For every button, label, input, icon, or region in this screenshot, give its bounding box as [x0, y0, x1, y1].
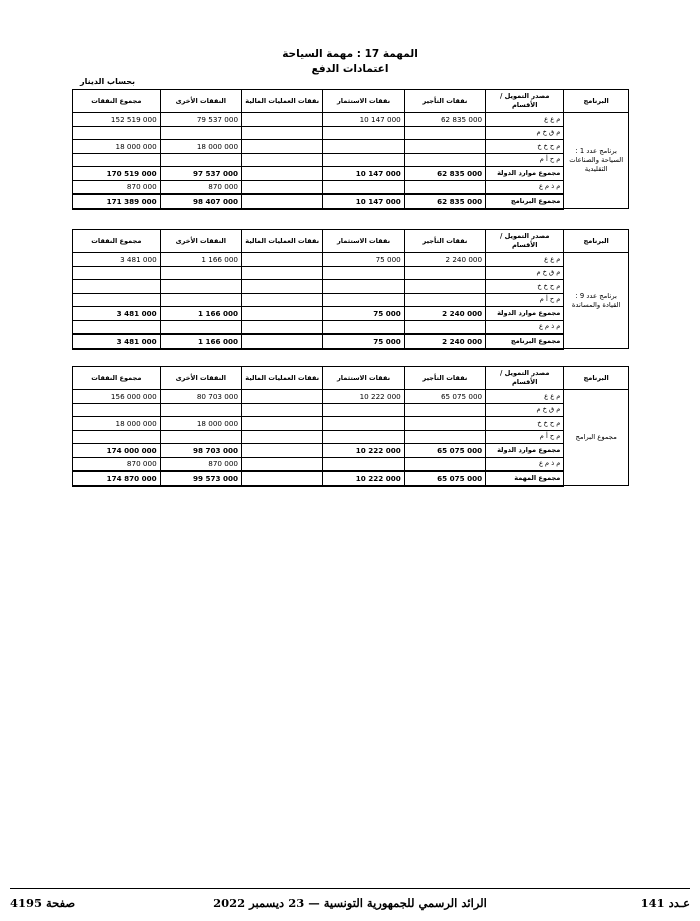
amount-cell: 10 222 000	[323, 471, 404, 486]
funding-source: م ذ م ع	[486, 320, 564, 334]
amount-cell	[242, 113, 323, 127]
amount-cell: 18 000 000	[160, 140, 241, 154]
amount-cell	[323, 153, 404, 167]
column-header: مجموع النفقات	[73, 230, 161, 253]
amount-cell	[73, 430, 161, 444]
amount-cell: 1 166 000	[160, 253, 241, 267]
amount-cell: 174 870 000	[73, 471, 161, 486]
amount-cell	[404, 320, 485, 334]
funding-source: م ع ع	[486, 113, 564, 127]
amount-cell	[73, 280, 161, 294]
amount-cell	[323, 417, 404, 431]
amount-cell	[242, 417, 323, 431]
table-row	[73, 253, 629, 267]
amount-cell	[323, 430, 404, 444]
amount-cell	[242, 180, 323, 194]
amount-cell	[160, 293, 241, 307]
amount-cell: 156 000 000	[73, 390, 161, 404]
column-header: النفقات الأخرى	[160, 90, 241, 113]
column-header: نفقات العمليات المالية	[242, 90, 323, 113]
currency-unit: بحساب الدينار	[80, 77, 135, 86]
amount-cell	[73, 126, 161, 140]
amount-cell: 62 835 000	[404, 194, 485, 209]
funding-source: مجموع المهمة	[486, 471, 564, 486]
amount-cell	[242, 153, 323, 167]
amount-cell	[404, 180, 485, 194]
amount-cell: 2 240 000	[404, 334, 485, 349]
page-titles	[0, 47, 700, 77]
amount-cell	[404, 126, 485, 140]
column-header: مصدر التمويل / الأقسام	[486, 90, 564, 113]
amount-cell	[323, 320, 404, 334]
column-header: نفقات الاستثمار	[323, 367, 404, 390]
table-row	[73, 307, 629, 321]
amount-cell	[323, 126, 404, 140]
budget-table	[72, 229, 629, 350]
amount-cell	[73, 320, 161, 334]
column-header: نفقات الاستثمار	[323, 90, 404, 113]
amount-cell	[404, 457, 485, 471]
budget-table	[72, 366, 629, 487]
amount-cell: 18 000 000	[73, 417, 161, 431]
amount-cell: 3 481 000	[73, 253, 161, 267]
mission-title: المهمة 17 : مهمة السياحة	[282, 48, 418, 60]
funding-source: م ع ع	[486, 390, 564, 404]
amount-cell: 3 481 000	[73, 334, 161, 349]
amount-cell	[323, 266, 404, 280]
funding-source: م ح خ خ	[486, 417, 564, 431]
amount-cell: 10 222 000	[323, 390, 404, 404]
funding-source: مجموع موارد الدولة	[486, 167, 564, 181]
amount-cell: 10 147 000	[323, 194, 404, 209]
table-header-row	[73, 230, 629, 253]
amount-cell: 18 000 000	[160, 417, 241, 431]
table-row	[73, 293, 629, 307]
page-number: صفحة 4195	[10, 896, 76, 910]
table-row	[73, 334, 629, 349]
column-header: نفقات العمليات المالية	[242, 230, 323, 253]
amount-cell	[242, 126, 323, 140]
table-row	[73, 320, 629, 334]
amount-cell	[242, 140, 323, 154]
amount-cell: 870 000	[73, 457, 161, 471]
funding-source: م ذ م ع	[486, 180, 564, 194]
journal-name: الرائد الرسمي للجمهورية التونسية — 23 ديسمبر 2022	[213, 896, 487, 910]
column-header: البرنامج	[564, 230, 629, 253]
amount-cell: 75 000	[323, 334, 404, 349]
amount-cell: 97 537 000	[160, 167, 241, 181]
table-row	[73, 444, 629, 458]
amount-cell	[404, 140, 485, 154]
amount-cell: 1 166 000	[160, 307, 241, 321]
table-row	[73, 126, 629, 140]
funding-source: م ذ م ع	[486, 457, 564, 471]
program-name: برنامج عدد 9 : القيادة والمساندة	[564, 253, 629, 349]
amount-cell	[323, 403, 404, 417]
amount-cell: 62 835 000	[404, 113, 485, 127]
table-row	[73, 471, 629, 486]
amount-cell	[73, 293, 161, 307]
amount-cell: 99 573 000	[160, 471, 241, 486]
table-header-row	[73, 367, 629, 390]
amount-cell: 3 481 000	[73, 307, 161, 321]
table-header-row	[73, 90, 629, 113]
funding-source: م ح أ م	[486, 430, 564, 444]
amount-cell	[404, 280, 485, 294]
amount-cell	[242, 320, 323, 334]
amount-cell	[242, 280, 323, 294]
amount-cell	[73, 266, 161, 280]
amount-cell: 98 407 000	[160, 194, 241, 209]
amount-cell	[404, 417, 485, 431]
table-row	[73, 390, 629, 404]
amount-cell	[242, 307, 323, 321]
amount-cell: 10 147 000	[323, 167, 404, 181]
funding-source: مجموع البرنامج	[486, 194, 564, 209]
column-header: نفقات التأجير	[404, 90, 485, 113]
amount-cell	[242, 430, 323, 444]
amount-cell: 10 222 000	[323, 444, 404, 458]
amount-cell	[323, 457, 404, 471]
budget-table	[72, 89, 629, 210]
amount-cell: 174 000 000	[73, 444, 161, 458]
amount-cell: 65 075 000	[404, 471, 485, 486]
footer-divider	[10, 888, 690, 889]
funding-source: مجموع موارد الدولة	[486, 444, 564, 458]
amount-cell: 152 519 000	[73, 113, 161, 127]
amount-cell: 2 240 000	[404, 307, 485, 321]
amount-cell	[160, 430, 241, 444]
table-row	[73, 280, 629, 294]
table-row	[73, 194, 629, 209]
funding-source: م ح أ م	[486, 153, 564, 167]
amount-cell	[242, 253, 323, 267]
amount-cell: 98 703 000	[160, 444, 241, 458]
amount-cell: 79 537 000	[160, 113, 241, 127]
column-header: البرنامج	[564, 367, 629, 390]
funding-source: مجموع البرنامج	[486, 334, 564, 349]
amount-cell	[73, 403, 161, 417]
table-row	[73, 140, 629, 154]
amount-cell	[323, 140, 404, 154]
funding-source: م ع ع	[486, 253, 564, 267]
amount-cell	[160, 153, 241, 167]
funding-source: مجموع موارد الدولة	[486, 307, 564, 321]
amount-cell	[242, 390, 323, 404]
amount-cell	[404, 266, 485, 280]
amount-cell	[323, 280, 404, 294]
amount-cell	[242, 444, 323, 458]
amount-cell: 170 519 000	[73, 167, 161, 181]
amount-cell: 62 835 000	[404, 167, 485, 181]
funding-source: م ح خ خ	[486, 140, 564, 154]
amount-cell	[160, 266, 241, 280]
amount-cell: 80 703 000	[160, 390, 241, 404]
table-row	[73, 403, 629, 417]
column-header: مجموع النفقات	[73, 90, 161, 113]
amount-cell: 2 240 000	[404, 253, 485, 267]
amount-cell: 75 000	[323, 307, 404, 321]
funding-source: م ق خ م	[486, 266, 564, 280]
amount-cell	[323, 180, 404, 194]
table-row	[73, 113, 629, 127]
amount-cell: 870 000	[160, 180, 241, 194]
amount-cell	[73, 153, 161, 167]
amount-cell	[160, 280, 241, 294]
amount-cell: 75 000	[323, 253, 404, 267]
table-row	[73, 430, 629, 444]
program-name: برنامج عدد 1 : السياحة والصناعات التقليدية	[564, 113, 629, 209]
column-header: مصدر التمويل / الأقسام	[486, 367, 564, 390]
column-header: نفقات التأجير	[404, 230, 485, 253]
amount-cell	[242, 457, 323, 471]
amount-cell: 65 075 000	[404, 444, 485, 458]
column-header: نفقات التأجير	[404, 367, 485, 390]
amount-cell	[242, 266, 323, 280]
amount-cell: 870 000	[160, 457, 241, 471]
amount-cell	[242, 471, 323, 486]
table-row	[73, 457, 629, 471]
column-header: مجموع النفقات	[73, 367, 161, 390]
table-row	[73, 266, 629, 280]
amount-cell	[242, 293, 323, 307]
amount-cell	[404, 430, 485, 444]
amount-cell: 1 166 000	[160, 334, 241, 349]
amount-cell	[160, 320, 241, 334]
amount-cell: 870 000	[73, 180, 161, 194]
amount-cell	[242, 167, 323, 181]
amount-cell: 18 000 000	[73, 140, 161, 154]
amount-cell	[160, 126, 241, 140]
issue-number: عـدد 141	[640, 896, 690, 910]
funding-source: م ح خ خ	[486, 280, 564, 294]
amount-cell	[404, 293, 485, 307]
funding-source: م ق خ م	[486, 126, 564, 140]
amount-cell: 10 147 000	[323, 113, 404, 127]
amount-cell	[160, 403, 241, 417]
amount-cell: 171 389 000	[73, 194, 161, 209]
column-header: البرنامج	[564, 90, 629, 113]
column-header: مصدر التمويل / الأقسام	[486, 230, 564, 253]
table-row	[73, 417, 629, 431]
column-header: النفقات الأخرى	[160, 367, 241, 390]
amount-cell	[242, 403, 323, 417]
amount-cell	[323, 293, 404, 307]
program-name: مجموع البرامج	[564, 390, 629, 486]
funding-source: م ق خ م	[486, 403, 564, 417]
table-row	[73, 180, 629, 194]
table-row	[73, 153, 629, 167]
amount-cell	[404, 153, 485, 167]
amount-cell	[242, 194, 323, 209]
column-header: نفقات العمليات المالية	[242, 367, 323, 390]
table-row	[73, 167, 629, 181]
amount-cell	[242, 334, 323, 349]
mission-subtitle: اعتمادات الدفع	[311, 63, 389, 75]
amount-cell	[404, 403, 485, 417]
amount-cell: 65 075 000	[404, 390, 485, 404]
column-header: النفقات الأخرى	[160, 230, 241, 253]
funding-source: م ح أ م	[486, 293, 564, 307]
column-header: نفقات الاستثمار	[323, 230, 404, 253]
